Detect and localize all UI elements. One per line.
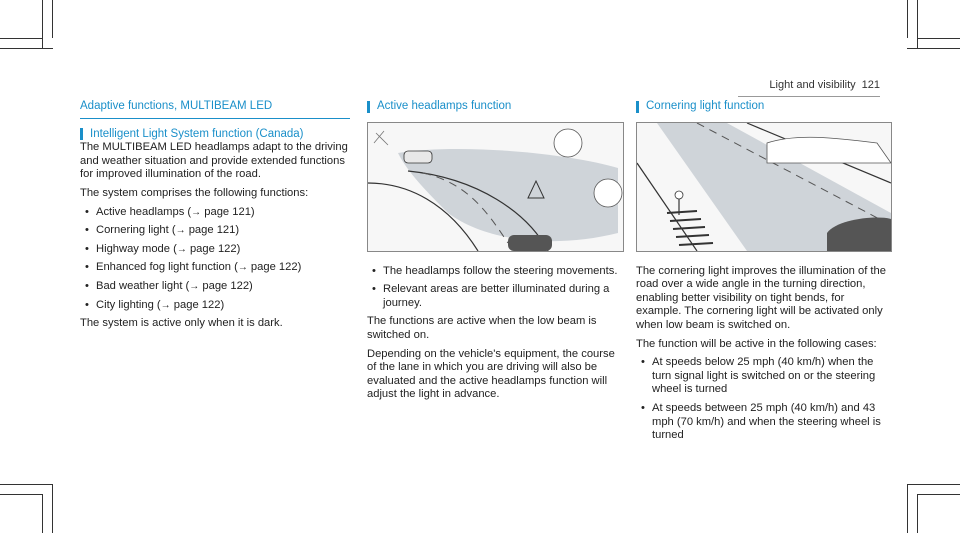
list-item: • City lighting (→ page 122)	[80, 299, 350, 313]
subsection-heading	[636, 100, 892, 114]
subsection-title: Intelligent Light System function (Canada)	[90, 127, 304, 140]
list-item: • Enhanced fog light function (→ page 122)	[80, 261, 350, 275]
heading-bar	[636, 101, 639, 113]
crop-mark	[42, 494, 43, 533]
list-item: • Active headlamps (→ page 121)	[80, 206, 350, 220]
list-item: • At speeds between 25 mph (40 km/h) and 43 mph (70 km/h) and when the steering wheel is turned	[636, 402, 892, 443]
arrow-icon: →	[189, 280, 200, 292]
crop-mark	[917, 494, 918, 533]
arrow-icon: →	[191, 206, 202, 218]
active-headlamps-illustration	[367, 122, 624, 252]
crop-mark	[0, 484, 53, 485]
header-rule	[738, 96, 880, 97]
arrow-icon: →	[175, 225, 186, 237]
page-link[interactable]: page 122)	[170, 298, 225, 311]
list-item: • Bad weather light (→ page 122)	[80, 280, 350, 294]
page-link[interactable]: page 121)	[201, 205, 255, 218]
crop-mark	[52, 0, 53, 38]
column-2	[367, 100, 624, 407]
function-list	[80, 206, 350, 313]
arrow-icon: →	[160, 299, 171, 311]
subsection-title: Active headlamps function	[377, 100, 512, 112]
crop-mark	[907, 48, 960, 49]
arrow-icon: →	[237, 262, 248, 274]
column-1	[80, 100, 350, 336]
crop-mark	[907, 0, 908, 38]
running-header	[769, 79, 880, 91]
subsection-heading	[367, 100, 624, 114]
crop-mark	[907, 484, 908, 533]
paragraph: Depending on the vehicle's equipment, the course of the lane in which you are driving will also be evaluated and the active headlamps function will adjust the light in advance.	[367, 347, 615, 401]
list-item: • At speeds below 25 mph (40 km/h) when the turn signal light is switched on or the steering wheel is turned	[636, 356, 892, 397]
list-item: • Cornering light (→ page 121)	[80, 224, 350, 238]
crop-mark	[917, 0, 918, 48]
list-item: • Relevant areas are better illuminated during a journey.	[367, 283, 624, 310]
heading-bar	[367, 101, 370, 113]
cornering-light-illustration	[636, 122, 892, 252]
column-3	[636, 100, 892, 448]
paragraph: The function will be active in the following cases:	[636, 337, 877, 350]
crop-mark	[0, 48, 53, 49]
crop-mark	[0, 38, 43, 39]
crop-mark	[917, 38, 960, 39]
section-rule	[80, 118, 350, 119]
subsection-title: Cornering light function	[646, 100, 765, 112]
paragraph: The cornering light improves the illumination of the road over a wide angle in the turning direction, enabling better visibility on tight bends, for example. The cornering light will be activated only when low beam is switched on.	[636, 264, 886, 331]
arrow-icon: →	[176, 243, 187, 255]
list-item: • Highway mode (→ page 122)	[80, 243, 350, 257]
subsection-heading	[80, 128, 350, 142]
paragraph: The system is active only when it is dark.	[80, 317, 283, 330]
header-section: Light and visibility	[769, 79, 856, 91]
crop-mark	[0, 494, 43, 495]
crop-mark	[917, 494, 960, 495]
heading-bar	[80, 128, 83, 140]
paragraph: The functions are active when the low beam is switched on.	[367, 315, 597, 341]
crop-mark	[907, 484, 960, 485]
list-item: • The headlamps follow the steering movements.	[367, 265, 624, 279]
page-number: 121	[861, 79, 880, 91]
paragraph: The system comprises the following functions:	[80, 186, 309, 199]
crop-mark	[52, 484, 53, 533]
page-link[interactable]: page 122)	[247, 261, 302, 274]
section-title: Adaptive functions, MULTIBEAM LED	[80, 100, 273, 112]
crop-mark	[42, 0, 43, 48]
bullet-list	[367, 265, 624, 311]
page-link[interactable]: page 122)	[199, 279, 253, 292]
page-link[interactable]: page 121)	[185, 224, 240, 237]
paragraph: The MULTIBEAM LED headlamps adapt to the driving and weather situation and provide extended functions for improved illumination of the road.	[80, 141, 348, 181]
bullet-list	[636, 356, 892, 443]
page-link[interactable]: page 122)	[186, 242, 241, 255]
